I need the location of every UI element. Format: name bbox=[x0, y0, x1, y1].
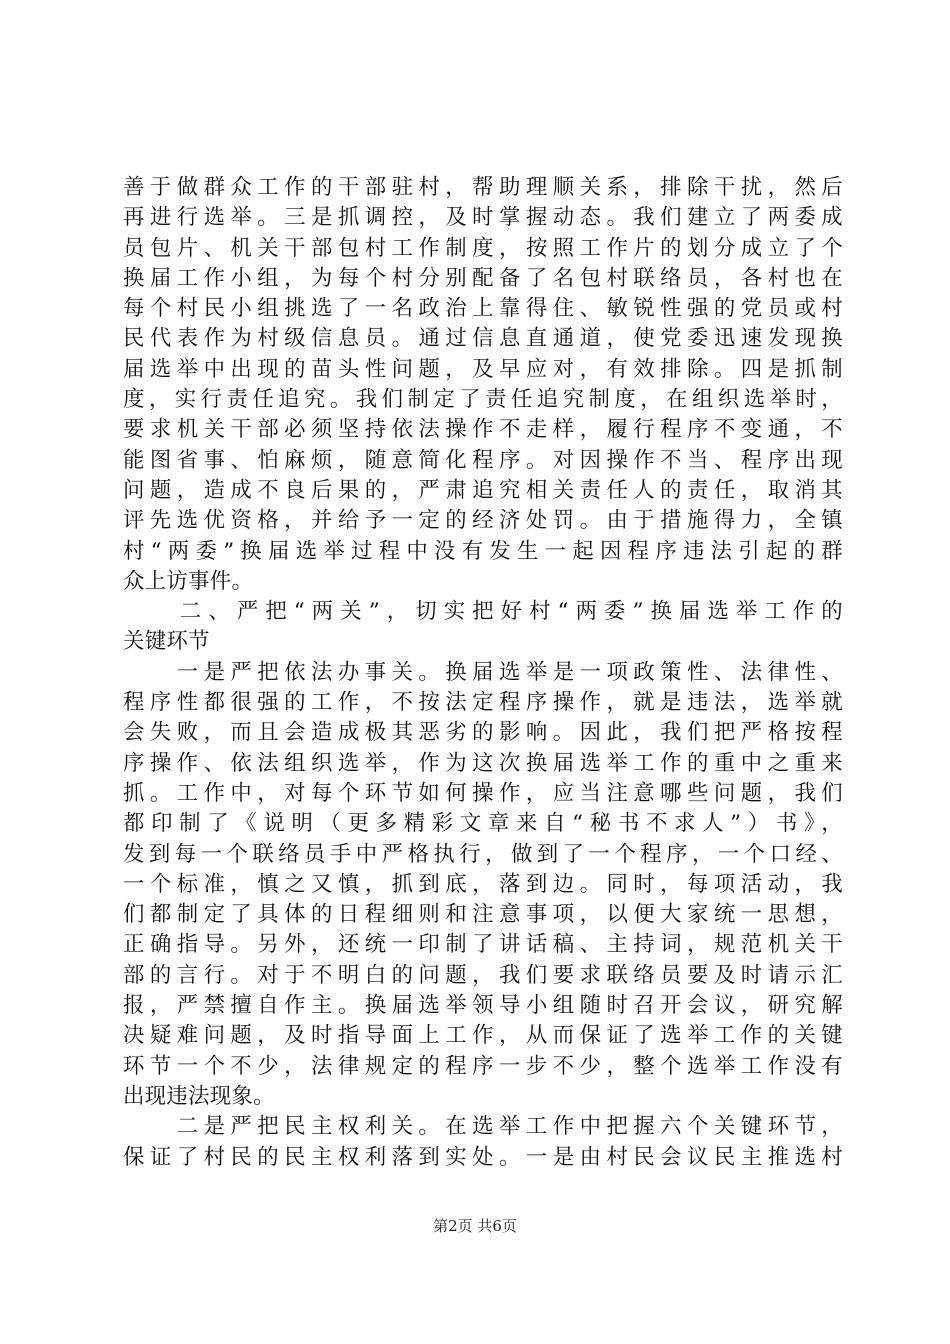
text-line: 善于做群众工作的干部驻村，帮助理顺关系，排除干扰，然后 bbox=[123, 175, 843, 200]
text-line: 二、严把“两关”，切实把好村“两委”换届选举工作的 bbox=[123, 599, 843, 625]
text-line: 发到每一个联络员手中严格执行，做到了一个程序，一个口经、 bbox=[123, 841, 843, 867]
text-line: 度，实行责任追究。我们制定了责任追究制度，在组织选举时， bbox=[123, 387, 843, 413]
text-line: 程序性都很强的工作，不按法定程序操作，就是违法，选举就 bbox=[123, 690, 843, 716]
text-line: 决疑难问题，及时指导面上工作，从而保证了选举工作的关键 bbox=[123, 1023, 843, 1049]
text-line: 员包片、机关干部包村工作制度，按照工作片的划分成立了个 bbox=[123, 235, 843, 261]
text-line: 村“两委”换届选举过程中没有发生一起因程序违法引起的群 bbox=[123, 538, 843, 564]
text-line: 一个标准，慎之又慎，抓到底，落到边。同时，每项活动，我 bbox=[123, 871, 843, 897]
text-line: 届选举中出现的苗头性问题，及早应对，有效排除。四是抓制 bbox=[123, 356, 843, 382]
text-line: 每个村民小组挑选了一名政治上靠得住、敏锐性强的党员或村 bbox=[123, 296, 843, 322]
document-body bbox=[123, 173, 843, 1173]
text-line: 换届工作小组，为每个村分别配备了名包村联络员，各村也在 bbox=[123, 265, 843, 291]
text-line: 问题，造成不良后果的，严肃追究相关责任人的责任，取消其 bbox=[123, 477, 843, 503]
text-line: 部的言行。对于不明白的问题，我们要求联络员要及时请示汇 bbox=[123, 962, 843, 988]
text-line: 出现违法现象。 bbox=[123, 1083, 275, 1109]
text-line: 报，严禁擅自作主。换届选举领导小组随时召开会议，研究解 bbox=[123, 993, 843, 1019]
text-line: 二是严把民主权利关。在选举工作中把握六个关键环节， bbox=[123, 1114, 843, 1140]
text-line: 抓。工作中，对每个环节如何操作，应当注意哪些问题，我们 bbox=[123, 780, 843, 806]
text-line: 正确指导。另外，还统一印制了讲话稿、主持词，规范机关干 bbox=[123, 932, 843, 958]
text-line: 一是严把依法办事关。换届选举是一项政策性、法律性、 bbox=[123, 659, 843, 685]
text-line: 能图省事、怕麻烦，随意简化程序。对因操作不当、程序出现 bbox=[123, 447, 843, 473]
text-line: 会失败，而且会造成极其恶劣的影响。因此，我们把严格按程 bbox=[123, 720, 843, 746]
text-line: 环节一个不少，法律规定的程序一步不少，整个选举工作没有 bbox=[123, 1053, 843, 1079]
text-line: 众上访事件。 bbox=[123, 568, 254, 594]
text-line: 们都制定了具体的日程细则和注意事项，以便大家统一思想， bbox=[123, 902, 843, 928]
text-line: 都印制了《说明（更多精彩文章来自“秘书不求人”）书》， bbox=[123, 811, 843, 837]
text-line: 民代表作为村级信息员。通过信息直通道，使党委迅速发现换 bbox=[123, 326, 843, 352]
text-line: 关键环节 bbox=[123, 629, 210, 655]
text-line: 保证了村民的民主权利落到实处。一是由村民会议民主推选村 bbox=[123, 1144, 843, 1170]
text-line: 再进行选举。三是抓调控，及时掌握动态。我们建立了两委成 bbox=[123, 205, 843, 231]
text-line: 要求机关干部必须坚持依法操作不走样，履行程序不变通，不 bbox=[123, 417, 843, 443]
text-line: 序操作、依法组织选举，作为这次换届选举工作的重中之重来 bbox=[123, 750, 843, 776]
page-footer: 第2页 共6页 bbox=[433, 1217, 517, 1235]
text-line: 评先选优资格，并给予一定的经济处罚。由于措施得力，全镇 bbox=[123, 508, 843, 534]
